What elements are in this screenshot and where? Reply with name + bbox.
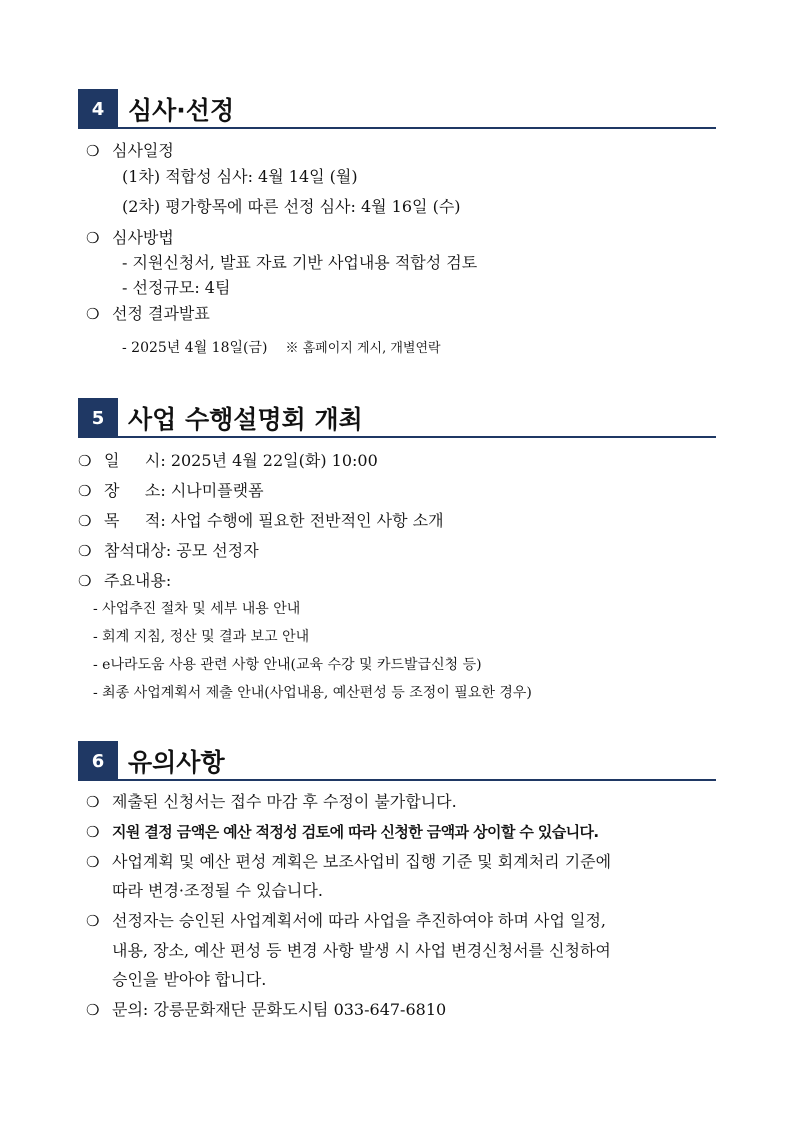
section-rule (118, 436, 716, 438)
section-number: 5 (78, 398, 118, 438)
list-item: ❍ 제출된 신청서는 접수 마감 후 수정이 불가합니다. (86, 792, 457, 811)
circle-bullet-icon: ❍ (78, 512, 92, 530)
circle-bullet-icon: ❍ (86, 823, 99, 841)
section-4 (78, 89, 716, 129)
section-6-header (78, 741, 716, 781)
list-item: ❍ 주요내용: (78, 571, 172, 590)
list-item: ❍ 참석대상: 공모 선정자 (78, 541, 259, 560)
list-item: 내용, 장소, 예산 편성 등 변경 사항 발생 시 사업 변경신청서를 신청하여 (112, 941, 611, 960)
list-item: ❍ 문의: 강릉문화재단 문화도시팀 033-647-6810 (86, 1000, 447, 1019)
section-number: 6 (78, 741, 118, 781)
circle-bullet-icon: ❍ (78, 572, 92, 590)
list-item: (2차) 평가항목에 따른 선정 심사: 4월 16일 (수) (122, 197, 461, 216)
section-title: 사업 수행설명회 개최 (128, 405, 363, 434)
circle-bullet-icon: ❍ (78, 452, 92, 470)
circle-bullet-icon: ❍ (86, 793, 100, 811)
list-item-emphasis: ❍ 지원 결정 금액은 예산 적정성 검토에 따라 신청한 금액과 상이할 수 있습니다. (86, 823, 599, 841)
list-item: (1차) 적합성 심사: 4월 14일 (월) (122, 167, 358, 186)
list-item: ❍ 선정 결과발표 (86, 304, 210, 323)
section-rule (118, 127, 716, 129)
list-item: ❍ 선정자는 승인된 사업계획서에 따라 사업을 추진하여야 하며 사업 일정, (86, 911, 606, 930)
list-item: ❍ 장 소: 시나미플랫폼 (78, 481, 264, 500)
list-item: - 회계 지침, 정산 및 결과 보고 안내 (93, 629, 310, 645)
circle-bullet-icon: ❍ (86, 853, 100, 871)
section-5 (78, 398, 716, 438)
list-item: ❍ 사업계획 및 예산 편성 계획은 보조사업비 집행 기준 및 회계처리 기준에 (86, 852, 612, 871)
section-number: 4 (78, 89, 118, 129)
list-item: ❍ 심사일정 (86, 141, 174, 160)
circle-bullet-icon: ❍ (86, 142, 100, 160)
circle-bullet-icon: ❍ (86, 305, 100, 323)
list-item: - 사업추진 절차 및 세부 내용 안내 (93, 601, 301, 617)
circle-bullet-icon: ❍ (86, 229, 100, 247)
circle-bullet-icon: ❍ (86, 912, 100, 930)
section-4-header (78, 89, 716, 129)
circle-bullet-icon: ❍ (86, 1001, 100, 1019)
list-item: 따라 변경·조정될 수 있습니다. (112, 881, 323, 900)
list-item: - 지원신청서, 발표 자료 기반 사업내용 적합성 검토 (122, 253, 478, 272)
section-title: 심사·선정 (128, 96, 235, 125)
list-item: - 선정규모: 4팀 (122, 278, 231, 297)
circle-bullet-icon: ❍ (78, 482, 92, 500)
list-item: - 2025년 4월 18일(금) ※ 홈페이지 게시, 개별연락 (122, 340, 441, 356)
section-title: 유의사항 (128, 748, 225, 777)
list-item: ❍ 심사방법 (86, 228, 174, 247)
list-item: 승인을 받아야 합니다. (112, 970, 267, 989)
list-item: ❍ 일 시: 2025년 4월 22일(화) 10:00 (78, 451, 378, 470)
list-item: - e나라도움 사용 관련 사항 안내(교육 수강 및 카드발급신청 등) (93, 657, 482, 673)
section-6 (78, 741, 716, 781)
note: ※ 홈페이지 게시, 개별연락 (285, 341, 441, 356)
section-rule (118, 779, 716, 781)
circle-bullet-icon: ❍ (78, 542, 92, 560)
section-5-header (78, 398, 716, 438)
list-item: - 최종 사업계획서 제출 안내(사업내용, 예산편성 등 조정이 필요한 경우) (93, 685, 532, 701)
list-item: ❍ 목 적: 사업 수행에 필요한 전반적인 사항 소개 (78, 511, 444, 530)
